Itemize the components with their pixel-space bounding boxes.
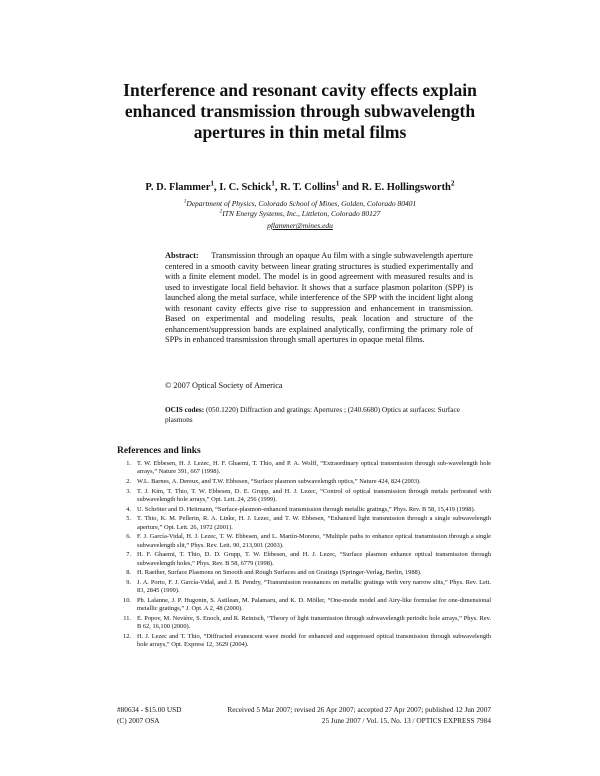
author-affiliation-mark: 1 [271,178,275,188]
reference-text: H. Raether, Surface Plasmons on Smooth and Rough Surfaces and on Gratings (Springer-Verlag, Berlin, 1988). [137,569,422,577]
reference-number: 12. [123,632,131,640]
reference-text: Ph. Lalanne, J. P. Hugonin, S. Astilean, M. Palamaru, and K. D. Möller, “One-mode model and Airy-like formulae for one-dimensional metallic gratings,” J. Opt. A 2, 48 (2000). [137,596,491,613]
affiliation-mark: 2 [219,208,223,215]
reference-text: J. A. Porto, F. J. García-Vidal, and J. B. Pendry, “Transmission resonances on metallic gratings with very narrow slits,” Phys. Rev. Lett. 83, 2845 (1999). [137,578,491,595]
author-separator: , [274,182,281,193]
reference-number: 3. [126,487,131,495]
reference-text: E. Popov, M. Nevière, S. Enoch, and R. Reinisch, “Theory of light transmission through subwavelength periodic hole arrays,” Phys. Rev. B 62, 16,100 (2000). [137,614,491,631]
author-name: R. E. Hollingsworth [361,182,451,193]
reference-text: H. F. Ghaemi, T. Thio, D. D. Grupp, T. W. Ebbesen, and H. J. Lezec, “Surface plasmon enhance optical transmission through subwavelength holes,” Phys. Rev. B 58, 6779 (1998). [137,551,491,567]
reference-item [117,533,491,550]
author-name: R. T. Collins [280,182,336,193]
reference-text: T. J. Kim, T. Thio, T. W. Ebbesen, D. E. Grupp, and H. J. Lezec, “Control of optical transmission through metals perforated with subwavelength hole arrays,” Opt. Lett. 24, 256 (1999). [137,487,491,503]
paper-title: Interference and resonant cavity effects explain enhanced transmission through subwavelength apertures in thin metal films [123,80,477,142]
email-link[interactable]: pflammer@mines.edu [267,221,333,230]
references-heading: References and links [117,446,201,456]
reference-text: W.L. Barnes, A. Dereux, and T.W. Ebbesen, “Surface plasmon subwavelength optics,” Nature 424, 824 (2003). [137,478,421,485]
reference-text: T. Thio, K. M. Pellerin, R. A. Linke, H. J. Lezec, and T. W. Ebbesen, “Enhanced light transmission through a single subwavelength aperture,” Opt. Lett. 26, 1972 (2001). [137,515,491,531]
reference-item [117,615,491,632]
reference-text: T. W. Ebbesen, H. J. Lezec, H. F. Ghaemi, T. Thio, and P. A. Wolff, “Extraordinary optical transmission through sub-wavelength hole arrays,” Nature 391, 667 (1998). [137,460,491,476]
reference-list [117,460,491,651]
affiliation-text: Department of Physics, Colorado School of Mines, Golden, Colorado 80401 [186,199,417,208]
osa-copyright: (C) 2007 OSA [117,716,160,725]
ocis-text: (050.1220) Diffraction and gratings: Apertures ; (240.6680) Optics at surfaces: Surface plasmons [165,405,460,424]
author-list [90,178,510,193]
reference-item [117,597,491,614]
author-affiliation-mark: 2 [450,178,455,188]
reference-item [117,515,491,532]
reference-item [117,569,491,577]
reference-item [117,633,491,650]
ocis-codes [165,405,483,424]
author-separator: , [214,182,220,193]
journal-issue: 25 June 2007 / Vol. 15, No. 13 / OPTICS EXPRESS 7984 [321,716,491,725]
copyright-notice: © 2007 Optical Society of America [165,381,283,390]
reference-item [117,579,491,596]
contact-email [90,221,510,230]
author-affiliation-mark: 1 [210,178,215,188]
reference-number: 7. [126,551,131,559]
reference-number: 8. [126,569,131,577]
reference-number: 9. [126,578,131,586]
reference-item [117,488,491,505]
reference-item [117,478,491,486]
author-name: P. D. Flammer [145,182,211,193]
reference-number: 6. [126,533,131,541]
affiliation-mark: 1 [183,198,187,205]
reference-number: 1. [126,460,131,467]
reference-item [117,460,491,477]
abstract-label: Abstract: [165,251,199,260]
abstract-text: Transmission through an opaque Au film with a single subwavelength aperture centered in a smooth cavity between linear grating structures is studied experimentally and with a finite element model. The model is in good agreement with measured results and is used to investigate local field behavior. It shows that a surface plasmon polariton (SPP) is launched along the metal surface, while interference of the SPP with the incident light along with resonant cavity effects give rise to suppression and enhancement in transmission. Based on experimental and modeling results, peak location and structure of the enhancement/suppression bands are explained analytically, confirming the primary role of SPPs in enhanced transmission through small apertures in opaque metal films. [165,251,473,344]
reference-text: U. Schröter and D. Heitmann, “Surface-plasmon-enhanced transmission through metallic gratings,” Phys. Rev. B 58, 15,419 (1998). [137,505,476,513]
reference-text: H. J. Lezec and T. Thio, “Diffracted evanescent wave model for enhanced and suppressed optical transmission through subwavelength hole arrays,” Opt. Express 12, 3629 (2004). [137,632,491,649]
reference-item [117,551,491,568]
article-price: #80634 - $15.00 USD [117,705,182,714]
reference-number: 2. [126,478,131,485]
reference-number: 5. [126,515,131,523]
affiliation-text: ITN Energy Systems, Inc., Littleton, Colorado 80127 [222,209,381,218]
ocis-label: OCIS codes: [165,405,205,414]
affiliation [90,199,510,208]
publication-history: Received 5 Mar 2007; revised 26 Apr 2007; accepted 27 Apr 2007; published 12 Jun 2007 [227,705,491,714]
reference-item [117,506,491,514]
reference-number: 4. [126,505,131,513]
reference-number: 10. [123,596,131,604]
abstract [165,251,473,346]
author-name: I. C. Schick [219,182,272,193]
reference-text: F. J. García-Vidal, H. J. Lezec, T. W. Ebbesen, and L. Martín-Moreno, “Multiple paths to enhance optical transmission through a single subwavelength slit,” Phys. Rev. Lett. 90, 213,901 (2003). [137,533,491,549]
author-separator: and [339,182,362,193]
reference-number: 11. [123,614,131,622]
affiliation [90,209,510,218]
author-affiliation-mark: 1 [335,178,340,188]
